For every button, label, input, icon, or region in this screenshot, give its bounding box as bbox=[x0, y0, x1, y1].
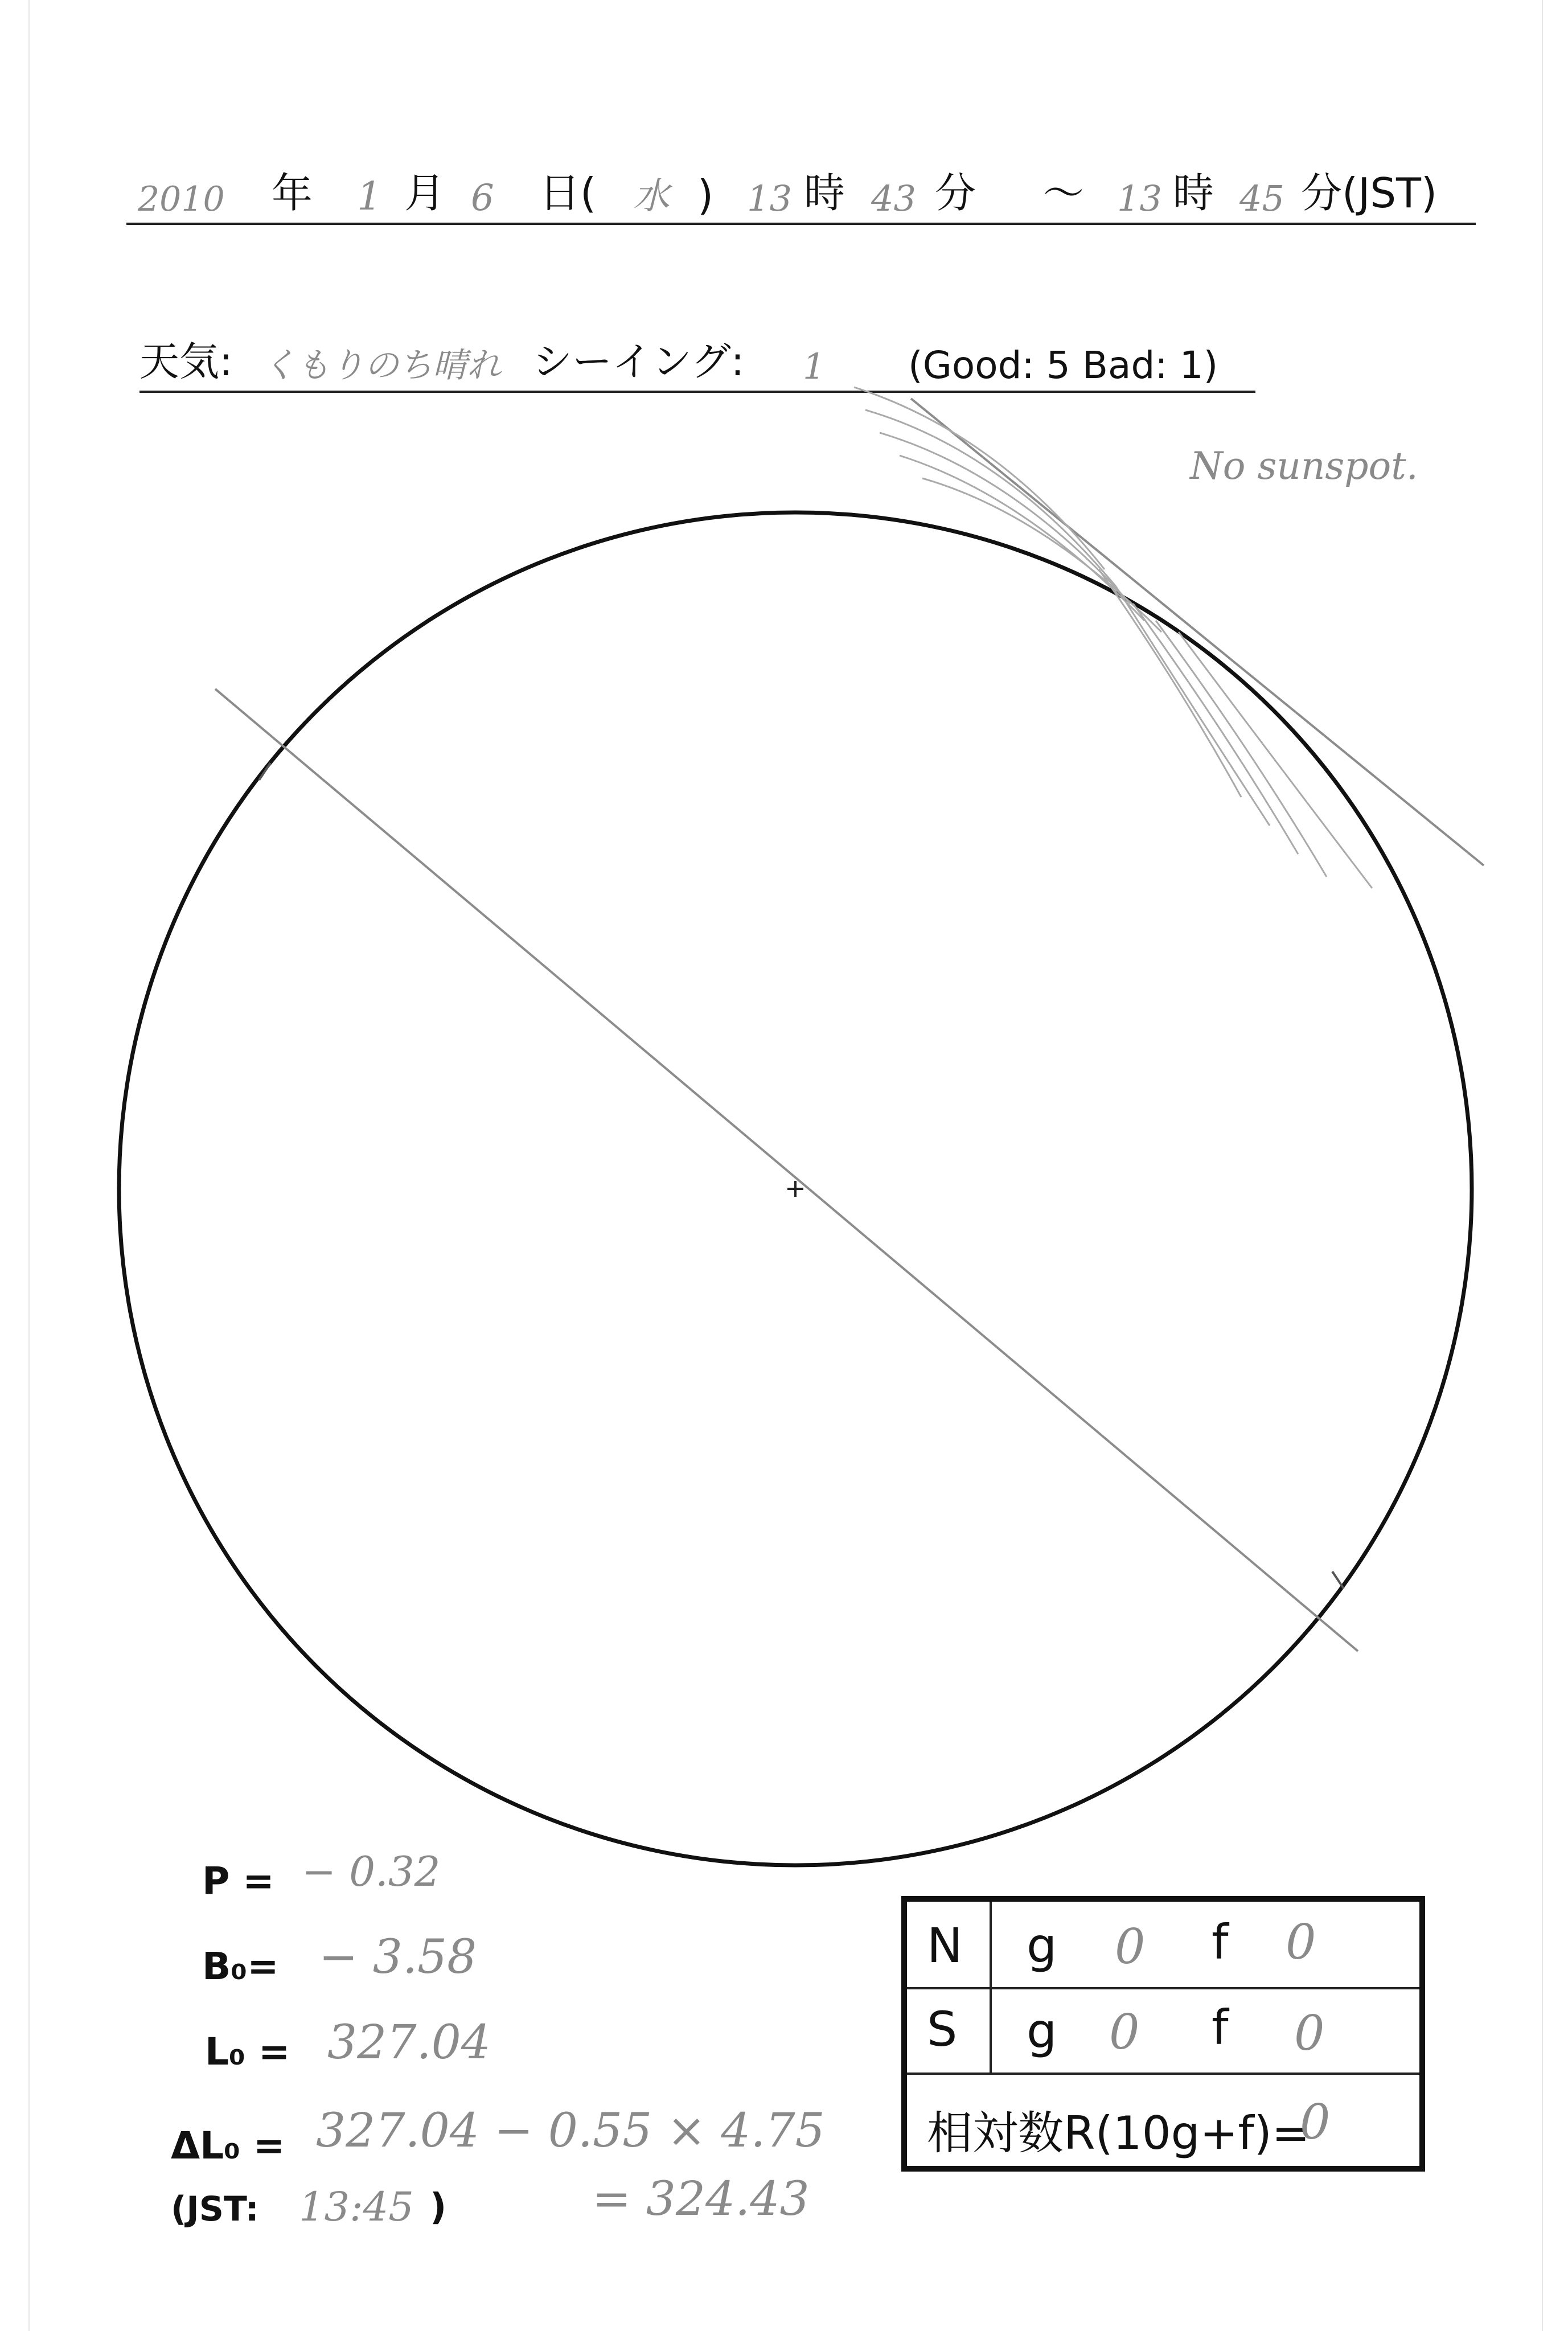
sunspot-count-table bbox=[901, 1896, 1425, 2172]
jst-label: (JST: bbox=[171, 2189, 259, 2229]
end-min-label: 分(JST) bbox=[1301, 169, 1438, 217]
delta-l0-expression: 327.04 − 0.55 × 4.75 bbox=[316, 2104, 825, 2158]
weather-label: 天気: bbox=[139, 338, 233, 385]
north-label: N bbox=[927, 1918, 963, 1973]
start-min-label: 分 bbox=[935, 169, 976, 217]
reference-diameter-line bbox=[215, 689, 1358, 1651]
start-min-value: 43 bbox=[871, 178, 916, 219]
p-angle-label: P = bbox=[202, 1859, 274, 1903]
south-f-label: f bbox=[1212, 2000, 1229, 2055]
north-f-value: 0 bbox=[1286, 1914, 1316, 1970]
south-f-value: 0 bbox=[1294, 2005, 1325, 2061]
relative-number-row bbox=[907, 2073, 1419, 2166]
north-f-label: f bbox=[1212, 1914, 1229, 1970]
edge-tick-mark bbox=[1332, 1571, 1344, 1589]
end-min-value: 45 bbox=[1239, 178, 1284, 219]
month-label: 月 bbox=[404, 169, 446, 217]
seeing-label: シーイング: bbox=[532, 338, 745, 385]
north-g-value: 0 bbox=[1115, 1919, 1146, 1975]
south-g-value: 0 bbox=[1109, 2004, 1140, 2060]
weekday-close: ) bbox=[697, 171, 714, 219]
weekday-value: 水 bbox=[633, 175, 670, 217]
relative-number-value: 0 bbox=[1300, 2094, 1331, 2150]
observation-note: No sunspot. bbox=[1190, 444, 1418, 488]
b0-value: − 3.58 bbox=[319, 1930, 477, 1984]
jst-value: 13:45 bbox=[299, 2184, 414, 2230]
seeing-value: 1 bbox=[803, 346, 826, 387]
delta-l0-label: ΔL₀ = bbox=[171, 2124, 285, 2168]
delta-l0-result: = 324.43 bbox=[592, 2172, 810, 2226]
start-hour-value: 13 bbox=[747, 178, 792, 219]
north-row bbox=[907, 1902, 1419, 1989]
year-value: 2010 bbox=[138, 179, 225, 219]
tilde: 〜 bbox=[1043, 169, 1085, 217]
seeing-scale-note: (Good: 5 Bad: 1) bbox=[908, 343, 1218, 387]
south-g-label: g bbox=[1027, 2003, 1057, 2059]
north-g-label: g bbox=[1027, 1918, 1057, 1973]
south-label: S bbox=[927, 2001, 958, 2057]
relative-number-label: 相対数R(10g+f)= bbox=[927, 2107, 1310, 2160]
day-value: 6 bbox=[471, 177, 494, 219]
b0-label: B₀= bbox=[202, 1944, 279, 1988]
end-hour-label: 時 bbox=[1173, 169, 1214, 217]
p-angle-value: − 0.32 bbox=[302, 1848, 441, 1895]
weather-value: くもりのち晴れ bbox=[262, 346, 501, 385]
jst-close: ) bbox=[430, 2186, 447, 2229]
l0-label: L₀ = bbox=[205, 2030, 290, 2074]
year-label: 年 bbox=[272, 169, 313, 217]
end-hour-value: 13 bbox=[1117, 178, 1162, 219]
l0-value: 327.04 bbox=[327, 2016, 491, 2070]
day-label: 日( bbox=[539, 169, 597, 217]
south-row bbox=[907, 1987, 1419, 2075]
start-hour-label: 時 bbox=[804, 169, 845, 217]
month-value: 1 bbox=[357, 174, 382, 219]
